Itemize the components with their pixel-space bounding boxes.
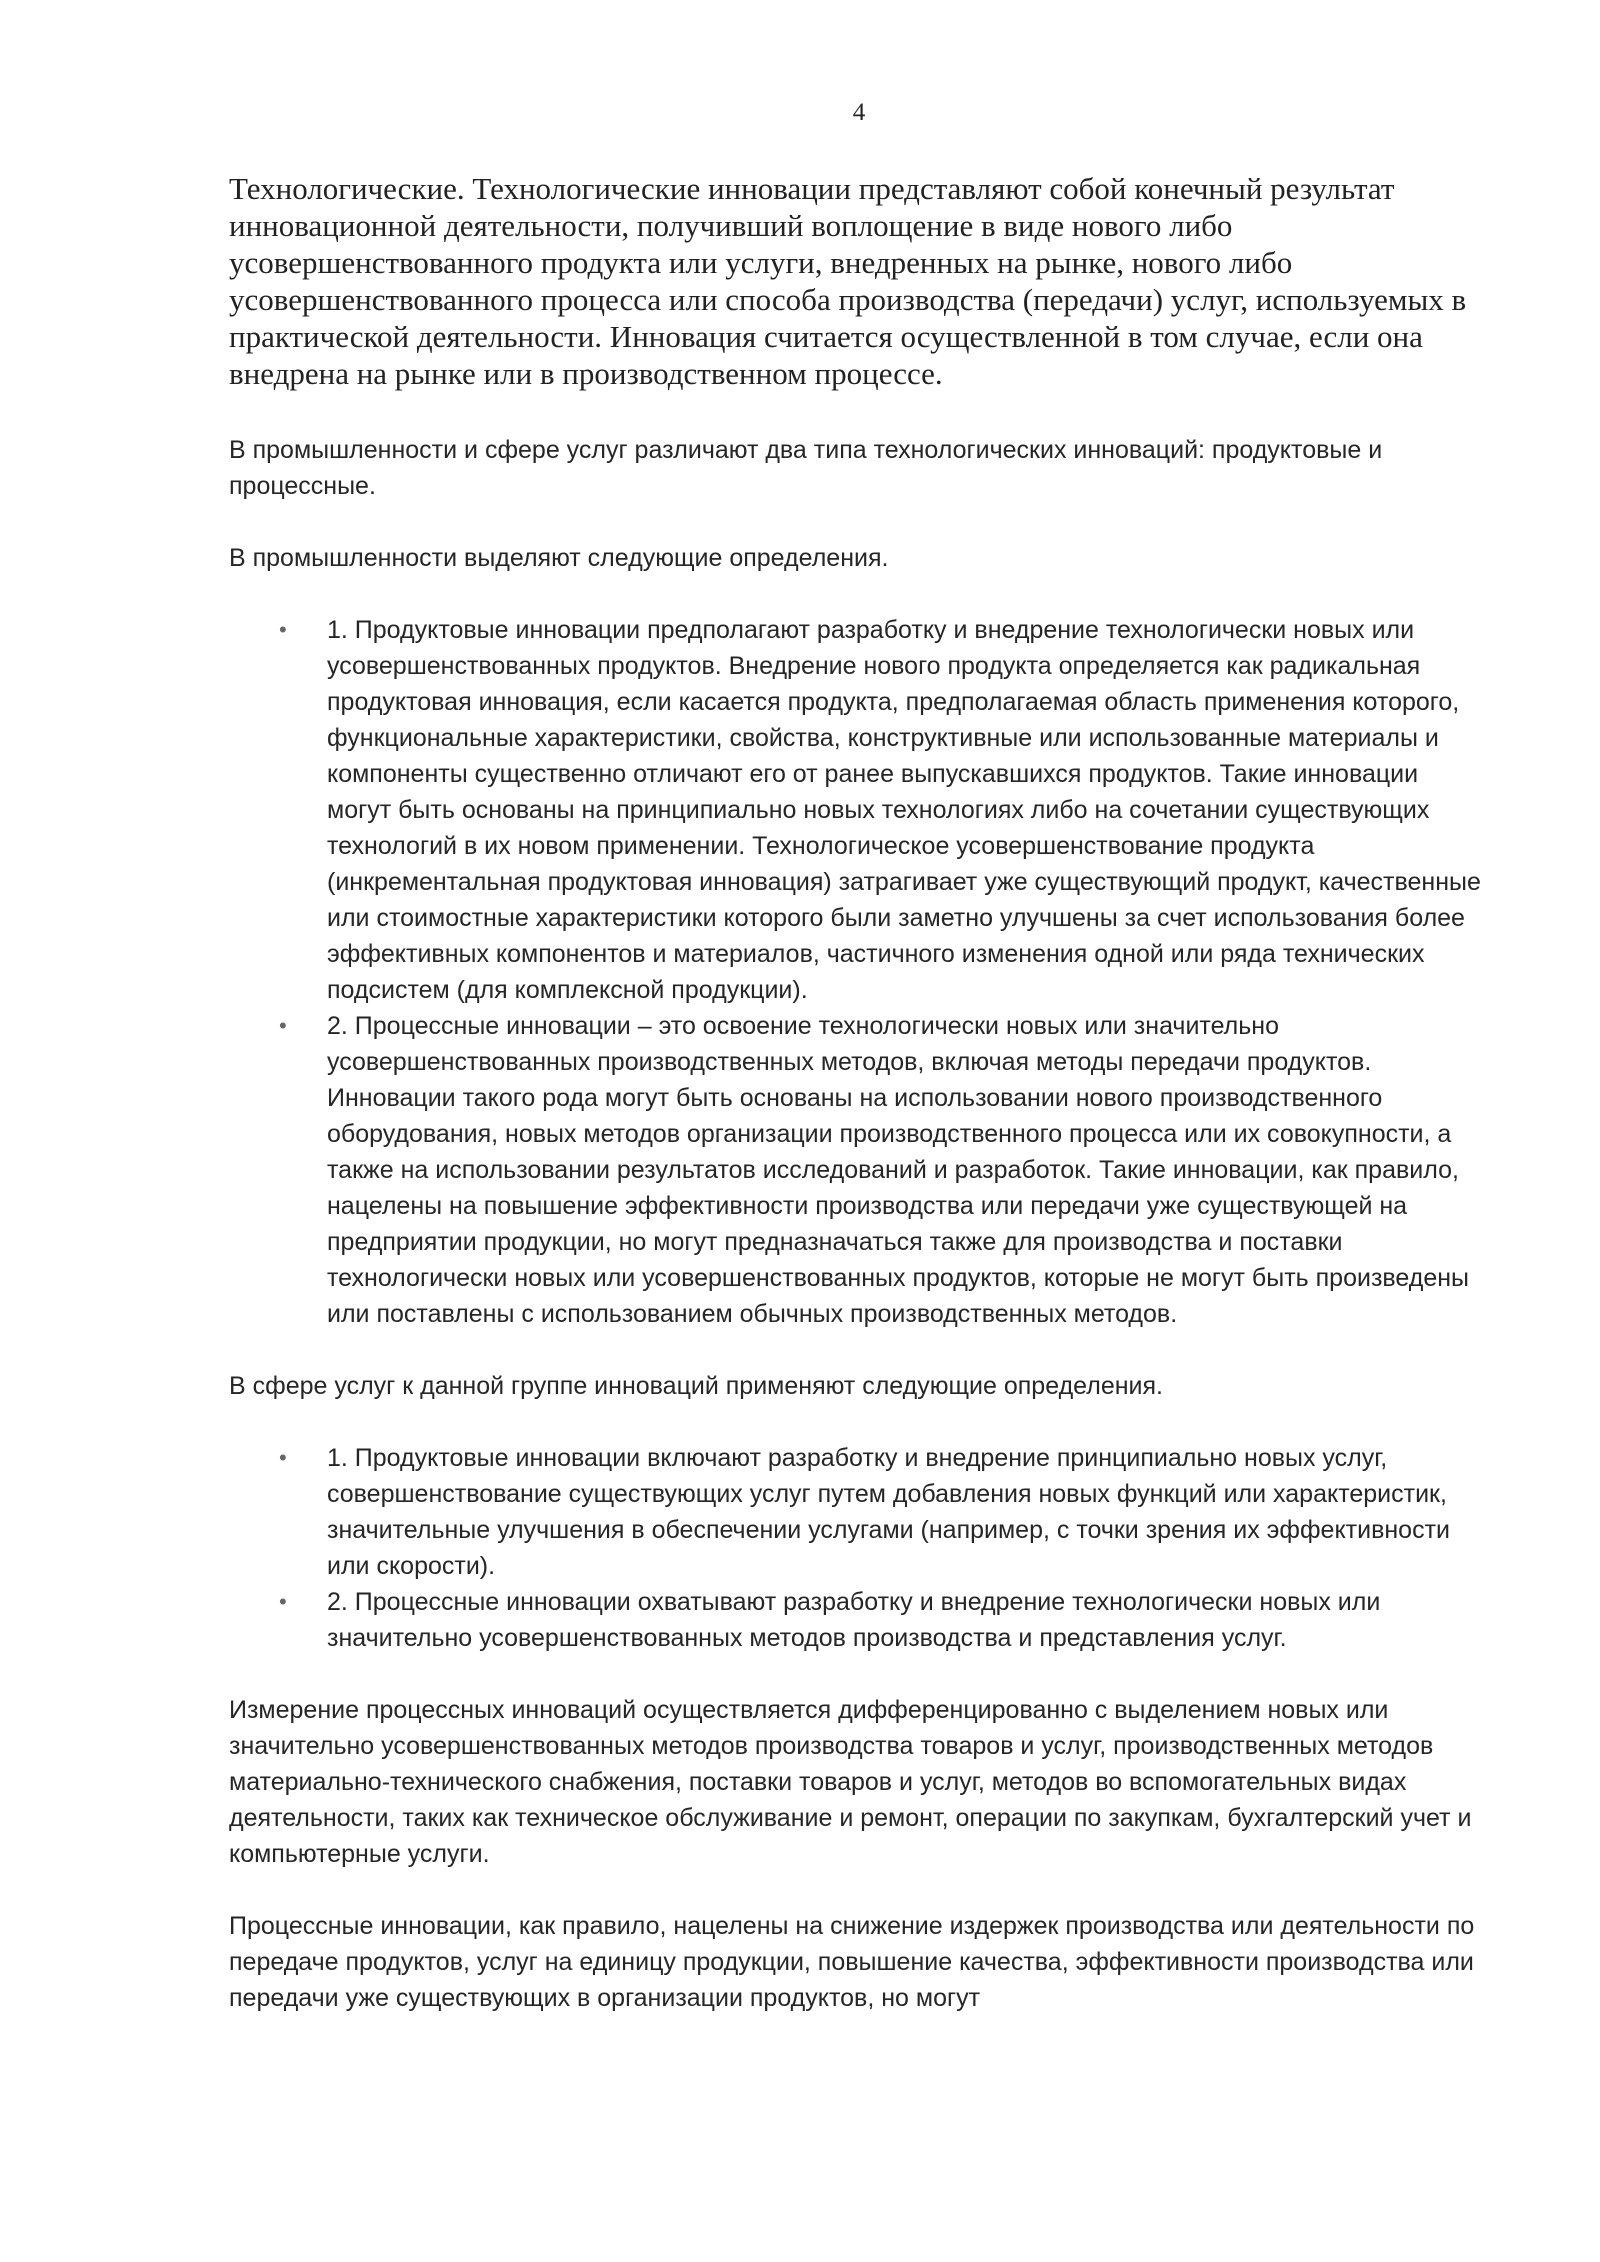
list-item-text: 2. Процессные инновации – это освоение технологически новых или значительно усовершенствованных производственных методов, включая методы передачи продуктов. Инновации такого рода могут быть основаны на использовании нового производственного оборудования, новых методов организации производственного процесса или их совокупности, а также на использовании результатов исследований и разработок. Такие инновации, как правило, нацелены на повышение эффективности производства или передачи уже существующей на предприятии продукции, но могут предназначаться также для производства и поставки технологически новых или усовершенствованных продуктов, которые не могут быть произведены или поставлены с использованием обычных производственных методов. [327, 1012, 1470, 1328]
list-item-text: 1. Продуктовые инновации предполагают разработку и внедрение технологически новых или усовершенствованных продуктов. Внедрение нового продукта определяется как радикальная продуктовая инновация, если касается продукта, предполагаемая область применения которого, функциональные характеристики, свойства, конструктивные или использованные материалы и компоненты существенно отличают его от ранее выпускавшихся продуктов. Такие инновации могут быть основаны на принципиально новых технологиях либо на сочетании существующих технологий в их новом применении. Технологическое усовершенствование продукта (инкрементальная продуктовая инновация) затрагивает уже существующий продукт, качественные или стоимостные характеристики которого были заметно улучшены за счет использования более эффективных компонентов и материалов, частичного изменения одной или ряда технических подсистем (для комплексной продукции). [327, 616, 1481, 1004]
bullet-icon: • [279, 617, 287, 642]
list-item [229, 612, 1481, 1008]
industry-definitions-list [229, 612, 1481, 1332]
page-number: 4 [852, 99, 866, 126]
lead-paragraph: Технологические. Технологические инновации представляют собой конечный результат инновационной деятельности, получивший воплощение в виде нового либо усовершенствованного продукта или услуги, внедренных на рынке, нового либо усовершенствованного процесса или способа производства (передачи) услуг, используемых в практической деятельности. Инновация считается осуществленной в том случае, если она внедрена на рынке или в производственном процессе. [229, 171, 1467, 391]
bullet-icon: • [279, 1589, 287, 1614]
list-item-text: 1. Продуктовые инновации включают разработку и внедрение принципиально новых услуг, совершенствование существующих услуг путем добавления новых функций или характеристик, значительные улучшения в обеспечении услугами (например, с точки зрения их эффективности или скорости). [327, 1444, 1450, 1580]
paragraph-industry-intro: В промышленности выделяют следующие определения. [229, 544, 889, 572]
paragraph-process-goals: Процессные инновации, как правило, нацелены на снижение издержек производства или деятельности по передаче продуктов, услуг на единицу продукции, повышение качества, эффективности производства или передачи уже существующих в организации продуктов, но могут [229, 1912, 1475, 2012]
bullet-icon: • [279, 1445, 287, 1470]
paragraph-measurement: Измерение процессных инноваций осуществляется дифференцированно с выделением новых или значительно усовершенствованных методов производства товаров и услуг, производственных методов материально-технического снабжения, поставки товаров и услуг, методов во вспомогательных видах деятельности, таких как техническое обслуживание и ремонт, операции по закупкам, бухгалтерский учет и компьютерные услуги. [229, 1696, 1472, 1868]
paragraph-services-intro: В сфере услуг к данной группе инноваций применяют следующие определения. [229, 1372, 1163, 1400]
page-content [229, 170, 1481, 2052]
list-item [229, 1440, 1481, 1584]
list-item [229, 1008, 1481, 1332]
list-item-text: 2. Процессные инновации охватывают разработку и внедрение технологически новых или значительно усовершенствованных методов производства и представления услуг. [327, 1588, 1381, 1652]
bullet-icon: • [279, 1013, 287, 1038]
services-definitions-list [229, 1440, 1481, 1656]
list-item [229, 1584, 1481, 1656]
paragraph-innovation-types: В промышленности и сфере услуг различают два типа технологических инноваций: продуктовые и процессные. [229, 436, 1383, 500]
